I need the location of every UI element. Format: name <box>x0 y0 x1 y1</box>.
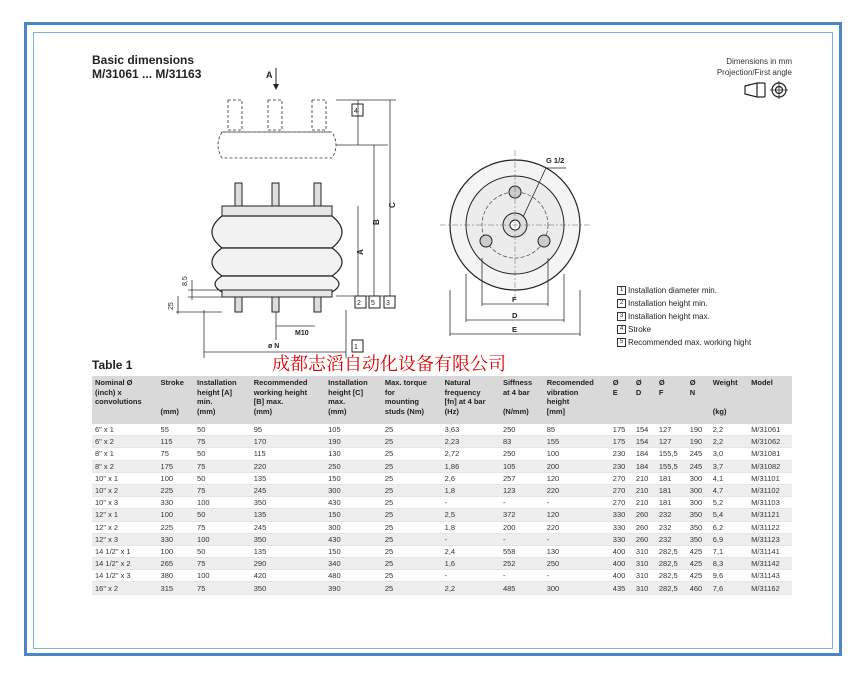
table-cell: 350 <box>251 497 325 509</box>
table-cell: 100 <box>194 533 251 545</box>
table-cell: 265 <box>158 558 195 570</box>
table-cell: 270 <box>610 472 633 484</box>
svg-text:2: 2 <box>357 300 361 307</box>
table-cell: 190 <box>687 424 710 436</box>
table-cell: 310 <box>633 570 656 582</box>
table-cell: 400 <box>610 570 633 582</box>
table-row <box>92 533 792 545</box>
table-cell: 6,9 <box>710 533 748 545</box>
table-cell: 184 <box>633 460 656 472</box>
table-cell: 250 <box>500 448 544 460</box>
table-cell: 558 <box>500 545 544 557</box>
table-cell: 1,8 <box>442 521 500 533</box>
table-cell: 380 <box>158 570 195 582</box>
table-cell: 225 <box>158 521 195 533</box>
table-cell: 83 <box>500 436 544 448</box>
svg-text:A: A <box>356 249 365 255</box>
table-cell: 480 <box>325 570 382 582</box>
table-cell: - <box>500 533 544 545</box>
table-cell: 175 <box>610 424 633 436</box>
table-cell: 75 <box>194 436 251 448</box>
column-header: Stroke (mm) <box>158 376 195 424</box>
table-cell: 1,8 <box>442 484 500 496</box>
table-cell: 14 1/2" x 3 <box>92 570 158 582</box>
table-cell: 155,5 <box>656 448 687 460</box>
column-header: Model <box>748 376 792 424</box>
table-cell: 300 <box>544 582 610 594</box>
table-cell: 2,2 <box>442 582 500 594</box>
table-cell: 127 <box>656 436 687 448</box>
table-cell: M/31061 <box>748 424 792 436</box>
table-row <box>92 472 792 484</box>
table-cell: 190 <box>687 436 710 448</box>
svg-text:8,5: 8,5 <box>182 276 189 286</box>
column-header: Ø N <box>687 376 710 424</box>
bottom-plate <box>222 290 332 297</box>
svg-text:G 1/2: G 1/2 <box>546 156 565 165</box>
table-cell: 257 <box>500 472 544 484</box>
table-cell: 12" x 1 <box>92 509 158 521</box>
table-cell: 120 <box>544 509 610 521</box>
svg-text:3: 3 <box>386 300 390 307</box>
table-cell: 300 <box>325 484 382 496</box>
table-cell: 220 <box>544 484 610 496</box>
top-plate <box>222 206 332 216</box>
table-cell: 232 <box>656 509 687 521</box>
table-cell: 4,7 <box>710 484 748 496</box>
table-cell: 25 <box>382 582 442 594</box>
table-cell: 25 <box>382 533 442 545</box>
table-cell: 252 <box>500 558 544 570</box>
table-cell: 350 <box>687 533 710 545</box>
table-cell: M/31121 <box>748 509 792 521</box>
table-header-row <box>92 376 792 424</box>
svg-text:D: D <box>512 311 518 320</box>
table-cell: - <box>442 570 500 582</box>
table-cell: 10" x 2 <box>92 484 158 496</box>
table-cell: 130 <box>544 545 610 557</box>
table-cell: 8" x 2 <box>92 460 158 472</box>
table-cell: 25 <box>382 436 442 448</box>
table-cell: 135 <box>251 509 325 521</box>
table-cell: 310 <box>633 582 656 594</box>
table-cell: 210 <box>633 497 656 509</box>
table-cell: 25 <box>382 460 442 472</box>
table-row <box>92 497 792 509</box>
table-cell: 232 <box>656 533 687 545</box>
table-cell: - <box>500 570 544 582</box>
table-cell: 7,1 <box>710 545 748 557</box>
svg-text:ø N: ø N <box>268 343 280 350</box>
legend-item: 3 Installation height max. <box>617 310 751 323</box>
table-cell: 390 <box>325 582 382 594</box>
table-row <box>92 570 792 582</box>
table-cell: 175 <box>158 460 195 472</box>
table-cell: 8,3 <box>710 558 748 570</box>
table-cell: 3,7 <box>710 460 748 472</box>
column-header: Installation height [C] max. (mm) <box>325 376 382 424</box>
table-cell: 2,6 <box>442 472 500 484</box>
table-row <box>92 424 792 436</box>
table-cell: 460 <box>687 582 710 594</box>
table-cell: 300 <box>687 497 710 509</box>
table-cell: 25 <box>382 424 442 436</box>
table-cell: 123 <box>500 484 544 496</box>
table-row <box>92 448 792 460</box>
table-cell: 184 <box>633 448 656 460</box>
table-cell: 245 <box>251 484 325 496</box>
table-cell: 300 <box>325 521 382 533</box>
table-cell: 400 <box>610 545 633 557</box>
table-cell: M/31082 <box>748 460 792 472</box>
table-cell: 75 <box>194 460 251 472</box>
table-cell: 50 <box>194 472 251 484</box>
table-cell: 270 <box>610 484 633 496</box>
table-row <box>92 436 792 448</box>
table-cell: 14 1/2" x 1 <box>92 545 158 557</box>
table-cell: 420 <box>251 570 325 582</box>
table-cell: 150 <box>325 545 382 557</box>
legend-item: 5 Recommended max. working hight <box>617 336 751 349</box>
table-cell: M/31162 <box>748 582 792 594</box>
table-cell: 115 <box>158 436 195 448</box>
table-cell: - <box>544 533 610 545</box>
table-cell: 260 <box>633 521 656 533</box>
table-body <box>92 424 792 594</box>
table-cell: 425 <box>687 570 710 582</box>
svg-text:25: 25 <box>168 302 175 310</box>
table-cell: 10" x 1 <box>92 472 158 484</box>
table-cell: 5,2 <box>710 497 748 509</box>
column-header: Ø F <box>656 376 687 424</box>
table-cell: 75 <box>194 558 251 570</box>
table-cell: M/31101 <box>748 472 792 484</box>
table-cell: 2,23 <box>442 436 500 448</box>
svg-text:B: B <box>372 219 381 225</box>
table-cell: 2,5 <box>442 509 500 521</box>
table-cell: 300 <box>687 484 710 496</box>
table-cell: 245 <box>687 448 710 460</box>
column-header: Recomended vibration height [mm] <box>544 376 610 424</box>
table-cell: 100 <box>158 472 195 484</box>
table-cell: 154 <box>633 436 656 448</box>
table-cell: 260 <box>633 533 656 545</box>
table-cell: 100 <box>194 570 251 582</box>
dimensions-note: Dimensions in mm Projection/First angle <box>716 57 792 77</box>
table-cell: 6,2 <box>710 521 748 533</box>
table-cell: 200 <box>500 521 544 533</box>
table-cell: 290 <box>251 558 325 570</box>
table-cell: 282,5 <box>656 545 687 557</box>
svg-text:1: 1 <box>354 344 358 351</box>
table-cell: 1,6 <box>442 558 500 570</box>
table-cell: 105 <box>325 424 382 436</box>
table-cell: 400 <box>610 558 633 570</box>
table-cell: 430 <box>325 497 382 509</box>
page-title: Basic dimensions M/31061 ... M/31163 <box>92 53 202 81</box>
table-cell: 135 <box>251 472 325 484</box>
table-cell: 127 <box>656 424 687 436</box>
table-cell: 250 <box>500 424 544 436</box>
column-header: Weight (kg) <box>710 376 748 424</box>
table-cell: 115 <box>251 448 325 460</box>
table-cell: 105 <box>500 460 544 472</box>
table-cell: 225 <box>158 484 195 496</box>
table-cell: 350 <box>251 533 325 545</box>
legend <box>617 284 751 349</box>
table-cell: 245 <box>251 521 325 533</box>
table-cell: 14 1/2" x 2 <box>92 558 158 570</box>
table-cell: 8" x 1 <box>92 448 158 460</box>
table-cell: 232 <box>656 521 687 533</box>
dimensions-table <box>92 376 792 595</box>
table-cell: 150 <box>325 509 382 521</box>
callout-boxes <box>352 104 395 352</box>
table-cell: 50 <box>194 424 251 436</box>
table-cell: M/31122 <box>748 521 792 533</box>
table-cell: - <box>544 497 610 509</box>
svg-text:A: A <box>266 70 273 80</box>
table-cell: 220 <box>251 460 325 472</box>
table-row <box>92 521 792 533</box>
table-cell: 270 <box>610 497 633 509</box>
legend-item: 2 Installation height min. <box>617 297 751 310</box>
table-cell: 250 <box>544 558 610 570</box>
top-view <box>440 150 590 300</box>
table-row <box>92 545 792 557</box>
table-cell: 25 <box>382 448 442 460</box>
table-cell: 2,2 <box>710 424 748 436</box>
column-header: Nominal Ø (inch) x convolutions <box>92 376 158 424</box>
svg-text:M10: M10 <box>295 330 309 337</box>
table-cell: 100 <box>158 509 195 521</box>
table-cell: 425 <box>687 558 710 570</box>
svg-text:F: F <box>512 295 517 304</box>
column-header: Recommended working height [B] max. (mm) <box>251 376 325 424</box>
table-cell: 120 <box>544 472 610 484</box>
view-arrow <box>266 68 279 90</box>
table-cell: 310 <box>633 558 656 570</box>
table-cell: 210 <box>633 472 656 484</box>
table-cell: 25 <box>382 484 442 496</box>
table-cell: 2,2 <box>710 436 748 448</box>
table-cell: 100 <box>158 545 195 557</box>
table-cell: 282,5 <box>656 558 687 570</box>
table-cell: 3,0 <box>710 448 748 460</box>
table-cell: 5,4 <box>710 509 748 521</box>
table-cell: 25 <box>382 509 442 521</box>
table-cell: 135 <box>251 545 325 557</box>
table-cell: 245 <box>687 460 710 472</box>
table-cell: 75 <box>194 484 251 496</box>
table-cell: 210 <box>633 484 656 496</box>
table-cell: 330 <box>610 509 633 521</box>
table-cell: 95 <box>251 424 325 436</box>
table-cell: 181 <box>656 472 687 484</box>
table-cell: 50 <box>194 545 251 557</box>
table-cell: 282,5 <box>656 570 687 582</box>
column-header: Ø D <box>633 376 656 424</box>
table-cell: 75 <box>194 521 251 533</box>
company-watermark: 成都志滔自动化设备有限公司 <box>272 354 506 375</box>
table-cell: - <box>544 570 610 582</box>
bellows-body <box>212 216 342 292</box>
table-cell: 50 <box>194 509 251 521</box>
column-header: Natural frequency [fn] at 4 bar (Hz) <box>442 376 500 424</box>
table-cell: 6" x 2 <box>92 436 158 448</box>
table-cell: 6" x 1 <box>92 424 158 436</box>
table-cell: 16" x 2 <box>92 582 158 594</box>
extended-bellows-outline <box>218 100 336 158</box>
table-cell: 50 <box>194 448 251 460</box>
table-cell: 200 <box>544 460 610 472</box>
table-cell: 2,4 <box>442 545 500 557</box>
table-cell: 155 <box>544 436 610 448</box>
table-cell: 25 <box>382 558 442 570</box>
table-cell: 330 <box>158 497 195 509</box>
table-title: Table 1 <box>92 358 133 372</box>
table-cell: 55 <box>158 424 195 436</box>
table-cell: M/31081 <box>748 448 792 460</box>
svg-text:E: E <box>512 325 518 334</box>
table-cell: 350 <box>687 521 710 533</box>
table-row <box>92 484 792 496</box>
table-cell: 4,1 <box>710 472 748 484</box>
svg-text:4: 4 <box>354 108 358 115</box>
svg-text:5: 5 <box>371 300 375 307</box>
table-cell: 485 <box>500 582 544 594</box>
table-row <box>92 460 792 472</box>
table-cell: 190 <box>325 436 382 448</box>
table-cell: 260 <box>633 509 656 521</box>
table-cell: 220 <box>544 521 610 533</box>
table-cell: 75 <box>194 582 251 594</box>
table-cell: 430 <box>325 533 382 545</box>
table-cell: 372 <box>500 509 544 521</box>
table-row <box>92 509 792 521</box>
column-header: Installation height [A] min. (mm) <box>194 376 251 424</box>
table-cell: 9,6 <box>710 570 748 582</box>
table-cell: 181 <box>656 497 687 509</box>
table-cell: 300 <box>687 472 710 484</box>
table-cell: 25 <box>382 521 442 533</box>
table-cell: 282,5 <box>656 582 687 594</box>
table-cell: - <box>442 497 500 509</box>
table-cell: 330 <box>610 521 633 533</box>
table-cell: 230 <box>610 460 633 472</box>
column-header: Ø E <box>610 376 633 424</box>
legend-item: 1 Installation diameter min. <box>617 284 751 297</box>
table-cell: 155,5 <box>656 460 687 472</box>
table-cell: 340 <box>325 558 382 570</box>
table-cell: 25 <box>382 545 442 557</box>
table-cell: M/31103 <box>748 497 792 509</box>
table-cell: 230 <box>610 448 633 460</box>
table-cell: 130 <box>325 448 382 460</box>
table-cell: 10" x 3 <box>92 497 158 509</box>
table-cell: 170 <box>251 436 325 448</box>
table-cell: M/31102 <box>748 484 792 496</box>
table-cell: 310 <box>633 545 656 557</box>
table-cell: - <box>500 497 544 509</box>
table-cell: 85 <box>544 424 610 436</box>
table-cell: 7,6 <box>710 582 748 594</box>
table-row <box>92 582 792 594</box>
table-cell: M/31142 <box>748 558 792 570</box>
column-header: Max. torque for mounting studs (Nm) <box>382 376 442 424</box>
legend-item: 4 Stroke <box>617 323 751 336</box>
table-cell: 25 <box>382 570 442 582</box>
table-cell: 12" x 2 <box>92 521 158 533</box>
table-cell: M/31143 <box>748 570 792 582</box>
table-cell: 350 <box>251 582 325 594</box>
table-cell: 25 <box>382 472 442 484</box>
table-cell: 350 <box>687 509 710 521</box>
table-row <box>92 558 792 570</box>
column-header: Siffness at 4 bar (N/mm) <box>500 376 544 424</box>
table-cell: 425 <box>687 545 710 557</box>
table-cell: 154 <box>633 424 656 436</box>
table-cell: 75 <box>158 448 195 460</box>
table-cell: 175 <box>610 436 633 448</box>
table-cell: 250 <box>325 460 382 472</box>
table-cell: 150 <box>325 472 382 484</box>
table-cell: 100 <box>194 497 251 509</box>
table-cell: 12" x 3 <box>92 533 158 545</box>
svg-text:C: C <box>388 202 397 208</box>
table-cell: 100 <box>544 448 610 460</box>
table-cell: 1,86 <box>442 460 500 472</box>
table-cell: 181 <box>656 484 687 496</box>
table-cell: 25 <box>382 497 442 509</box>
table-cell: 330 <box>610 533 633 545</box>
table-cell: M/31123 <box>748 533 792 545</box>
table-cell: 315 <box>158 582 195 594</box>
table-cell: 2,72 <box>442 448 500 460</box>
table-cell: M/31062 <box>748 436 792 448</box>
height-dimensions <box>336 100 396 296</box>
table-cell: M/31141 <box>748 545 792 557</box>
table-cell: 435 <box>610 582 633 594</box>
table-cell: 3,63 <box>442 424 500 436</box>
table-cell: - <box>442 533 500 545</box>
table-cell: 330 <box>158 533 195 545</box>
